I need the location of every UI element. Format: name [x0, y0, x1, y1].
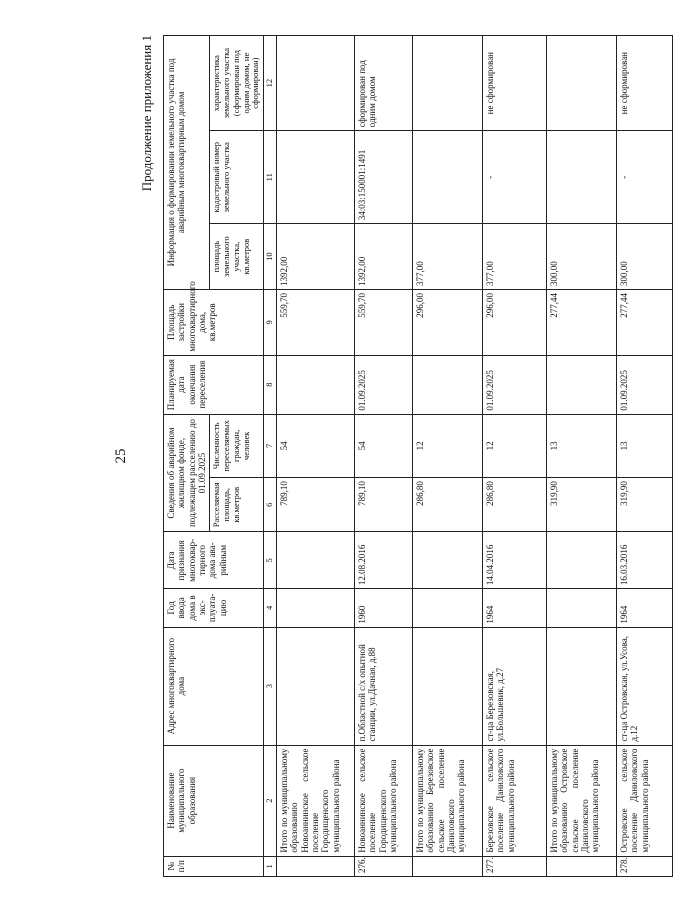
header-row-1 [164, 36, 210, 877]
col-number: 5 [264, 532, 277, 589]
cell-cadastral: 34:03:150001:1491 [354, 131, 412, 224]
table-row [412, 36, 482, 877]
cell-date: 12.08.2016 [354, 532, 412, 589]
cell-name: Итого по муниципальному образованию Островское сельское поселение Даниловского муниципального района [546, 745, 616, 856]
header-cadastral: кадастровый номер земельного участка [210, 131, 264, 224]
cell-area: 286,80 [412, 478, 482, 532]
cell-characteristic: не сформирован [482, 36, 546, 131]
cell-people: 54 [354, 414, 412, 477]
housing-table [163, 35, 673, 877]
cell-cadastral [546, 131, 616, 224]
cell-address [546, 627, 616, 745]
table-row [482, 36, 546, 877]
header-date: Дата признания многоквар-тирного дома ава-рийным [164, 532, 264, 589]
cell-date: 16.03.2016 [616, 532, 672, 589]
cell-characteristic: сформирован под одним домом [354, 36, 412, 131]
cell-area: 789,10 [276, 478, 354, 532]
col-number: 2 [264, 745, 277, 856]
cell-land-area: 1392,00 [354, 224, 412, 290]
cell-date: 14.04.2016 [482, 532, 546, 589]
cell-year: 1964 [482, 589, 546, 628]
header-area: Расселяемая площадь, кв.метров [210, 478, 264, 532]
header-people: Численность переселяемых граждан, человек [210, 414, 264, 477]
cell-name: Итого по муниципальному образованию Новоаннинское сельское поселение Городищенского муниципального района [276, 745, 354, 856]
cell-date [412, 532, 482, 589]
cell-people: 12 [482, 414, 546, 477]
cell-num: 278. [616, 856, 672, 876]
header-plan-date: Планируемая дата окончания переселения [164, 355, 264, 414]
col-number: 1 [264, 856, 277, 876]
cell-date [276, 532, 354, 589]
cell-build-area: 296,00 [482, 289, 546, 355]
cell-area: 319,90 [546, 478, 616, 532]
table-row [354, 36, 412, 877]
cell-address: ст-ца Березовская, ул.Большевик, д.27 [482, 627, 546, 745]
header-num: № п/п [164, 856, 264, 876]
cell-name: Итого по муниципальному образованию Березовское сельское поселение Даниловского муниципального района [412, 745, 482, 856]
col-number: 9 [264, 289, 277, 355]
cell-year: 1960 [354, 589, 412, 628]
header-name: Наименование муниципального образования [164, 745, 264, 856]
cell-land-area: 1392,00 [276, 224, 354, 290]
col-number: 10 [264, 224, 277, 290]
page-number: 25 [113, 448, 129, 464]
cell-year [276, 589, 354, 628]
cell-plan-date: 01.09.2025 [616, 355, 672, 414]
cell-name: Новоаннинское сельское поселение Городищенского муниципального района [354, 745, 412, 856]
cell-num [412, 856, 482, 876]
rotated-page [113, 35, 650, 877]
cell-people: 12 [412, 414, 482, 477]
cell-num [546, 856, 616, 876]
header-year: Год ввода дома в экс-плуата-цию [164, 589, 264, 628]
cell-land-area: 377,00 [412, 224, 482, 290]
cell-plan-date: 01.09.2025 [482, 355, 546, 414]
cell-plan-date [276, 355, 354, 414]
cell-people: 54 [276, 414, 354, 477]
cell-plan-date: 01.09.2025 [354, 355, 412, 414]
cell-build-area: 559,70 [354, 289, 412, 355]
cell-area: 286,80 [482, 478, 546, 532]
cell-address [412, 627, 482, 745]
cell-cadastral: - [616, 131, 672, 224]
cell-cadastral [412, 131, 482, 224]
cell-plan-date [546, 355, 616, 414]
cell-land-area: 300,00 [616, 224, 672, 290]
cell-name: Березовское сельское поселение Даниловского муниципального района [482, 745, 546, 856]
cell-year [546, 589, 616, 628]
cell-build-area: 277,44 [546, 289, 616, 355]
cell-year: 1964 [616, 589, 672, 628]
continuation-title: Продолжение приложения 1 [139, 35, 154, 192]
header-address: Адрес многоквартирного дома [164, 627, 264, 745]
header-land-area: площадь земельного участка, кв.метров [210, 224, 264, 290]
cell-build-area: 296,00 [412, 289, 482, 355]
cell-build-area: 559,70 [276, 289, 354, 355]
cell-characteristic [276, 36, 354, 131]
cell-characteristic [412, 36, 482, 131]
col-number: 11 [264, 131, 277, 224]
column-number-row [264, 36, 277, 877]
cell-cadastral [276, 131, 354, 224]
col-number: 12 [264, 36, 277, 131]
cell-date [546, 532, 616, 589]
col-number: 7 [264, 414, 277, 477]
table-row [276, 36, 354, 877]
cell-characteristic: не сформирован [616, 36, 672, 131]
cell-build-area: 277,44 [616, 289, 672, 355]
col-number: 3 [264, 627, 277, 745]
cell-address [276, 627, 354, 745]
cell-address: п.Областной с/х опытной станции, ул.Дачная, д.88 [354, 627, 412, 745]
header-fund: Сведения об аварийном жилищном фонде, подлежащем расселению до 01.09.2025 [164, 414, 210, 532]
table-row [546, 36, 616, 877]
cell-people: 13 [616, 414, 672, 477]
cell-num [276, 856, 354, 876]
cell-land-area: 300,00 [546, 224, 616, 290]
cell-area: 789,10 [354, 478, 412, 532]
header-land-info: Информация о формировании земельного участка под аварийным многоквартирным домом [164, 36, 210, 290]
cell-num: 277. [482, 856, 546, 876]
cell-area: 319,90 [616, 478, 672, 532]
cell-people: 13 [546, 414, 616, 477]
table-row [616, 36, 672, 877]
cell-cadastral: - [482, 131, 546, 224]
header-characteristic: характеристика земельного участка (сформирован под одним домом, не сформирован) [210, 36, 264, 131]
col-number: 4 [264, 589, 277, 628]
cell-year [412, 589, 482, 628]
header-build-area: Площадь застройки многоквартирного дома, кв.метров [164, 289, 264, 355]
cell-name: Островское сельское поселение Даниловского муниципального района [616, 745, 672, 856]
cell-land-area: 377,00 [482, 224, 546, 290]
cell-address: ст-ца Островская, ул.Усова, д.12 [616, 627, 672, 745]
col-number: 8 [264, 355, 277, 414]
cell-characteristic [546, 36, 616, 131]
col-number: 6 [264, 478, 277, 532]
cell-plan-date [412, 355, 482, 414]
cell-num: 276. [354, 856, 412, 876]
